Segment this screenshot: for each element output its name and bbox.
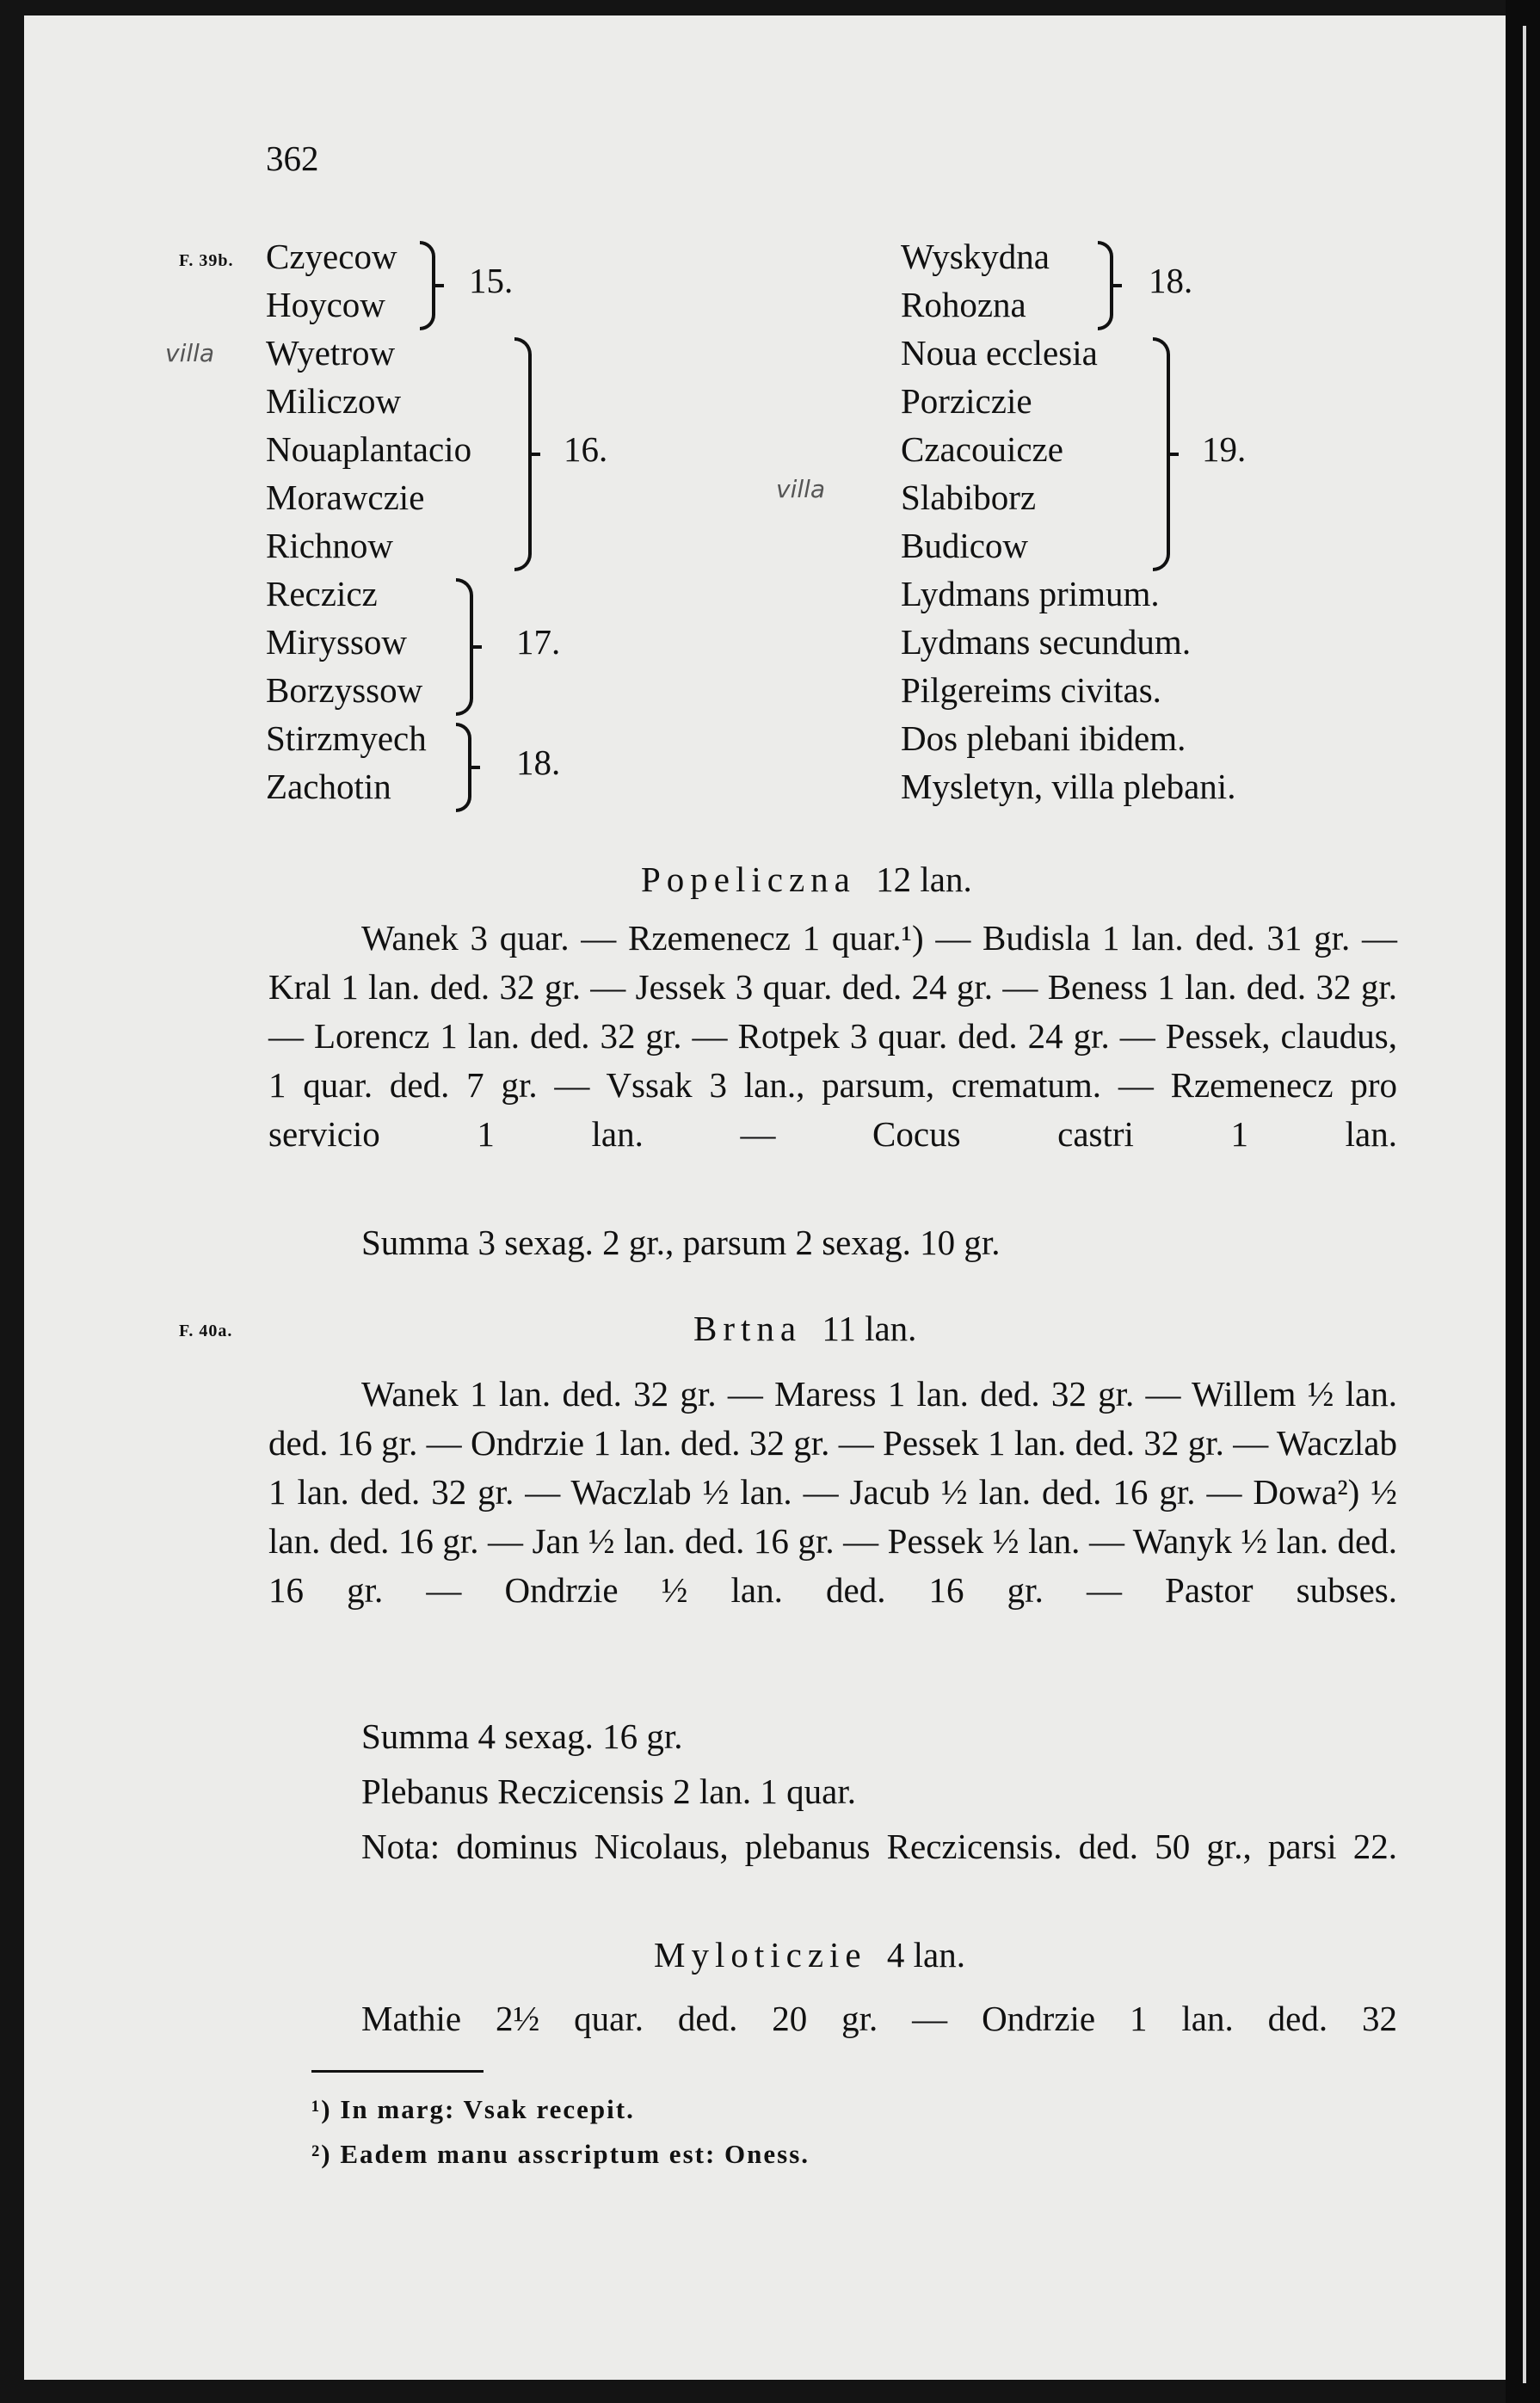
- popeliczna-summa: Summa 3 sexag. 2 gr., parsum 2 sexag. 10 gr.: [361, 1223, 1001, 1262]
- section-heading-brtna: [693, 1308, 916, 1349]
- brace-15: [420, 241, 435, 330]
- right-place-slabiborz: Slabiborz: [901, 478, 1037, 517]
- heading-value: 4 lan.: [886, 1935, 965, 1975]
- page-number: 362: [266, 139, 319, 178]
- brace-16: [514, 337, 532, 571]
- left-place-morawczie: Morawczie: [266, 478, 425, 517]
- left-place-czyecow: Czyecow: [266, 237, 397, 276]
- group-label-18-right: 18.: [1149, 261, 1193, 300]
- footnote-rule: [311, 2070, 484, 2073]
- popeliczna-entries: Wanek 3 quar. — Rzemenecz 1 quar.¹) — Budisla 1 lan. ded. 31 gr. — Kral 1 lan. ded. 32 gr. — Jessek 3 quar. ded. 24 gr. — Beness 1 lan. ded. 32 gr. — Lorencz 1 lan. ded. 32 gr. — Rotpek 3 quar. ded. 24 gr. — Pessek, claudus, 1 quar. ded. 7 gr. — Vssak 3 lan., parsum, crematum. — Rzemenecz pro servicio 1 lan. — Cocus castri 1 lan.: [268, 918, 1397, 1154]
- right-place-budicow: Budicow: [901, 526, 1029, 565]
- left-place-hoycow: Hoycow: [266, 285, 385, 324]
- left-place-nouaplantacio: Nouaplantacio: [266, 429, 472, 469]
- left-place-borzyssow: Borzyssow: [266, 670, 423, 710]
- left-place-stirzmyech: Stirzmyech: [266, 718, 427, 758]
- group-label-19: 19.: [1202, 429, 1247, 469]
- footnote-1: ¹) In marg: Vsak recepit.: [311, 2094, 635, 2124]
- heading-value: 11 lan.: [822, 1309, 917, 1348]
- brace-18-right: [1098, 241, 1113, 330]
- right-place-lydmans-secundum: Lydmans secundum.: [901, 622, 1192, 662]
- heading-name: Popeliczna: [641, 860, 856, 899]
- brtna-summa: Summa 4 sexag. 16 gr.: [361, 1716, 683, 1756]
- left-place-miliczow: Miliczow: [266, 381, 402, 421]
- brtna-plebanus: Plebanus Reczicensis 2 lan. 1 quar.: [361, 1771, 857, 1811]
- left-place-zachotin: Zachotin: [266, 767, 391, 806]
- myloticzie-entries: Mathie 2½ quar. ded. 20 gr. — Ondrzie 1 lan. ded. 32: [361, 1999, 1397, 2038]
- handwritten-villa-left: villa: [165, 339, 215, 367]
- right-place-wyskydna: Wyskydna: [901, 237, 1050, 276]
- right-place-rohozna: Rohozna: [901, 285, 1026, 324]
- margin-ref-40a: F. 40a.: [179, 1322, 233, 1340]
- group-label-15: 15.: [469, 261, 514, 300]
- right-place-noua-ecclesia: Noua ecclesia: [901, 333, 1098, 373]
- group-label-16: 16.: [564, 429, 608, 469]
- right-place-dos-plebani: Dos plebani ibidem.: [901, 718, 1186, 758]
- group-label-18-left: 18.: [516, 742, 561, 782]
- section-heading-popeliczna: [641, 859, 972, 900]
- left-place-wyetrow: Wyetrow: [266, 333, 396, 373]
- heading-name: Myloticzie: [654, 1935, 867, 1975]
- brace-17: [456, 578, 473, 716]
- section-heading-myloticzie: [654, 1934, 965, 1975]
- right-place-czacouicze: Czacouicze: [901, 429, 1063, 469]
- handwritten-villa-right: villa: [776, 475, 826, 503]
- left-place-miryssow: Miryssow: [266, 622, 408, 662]
- right-place-mysletyn: Mysletyn, villa plebani.: [901, 767, 1236, 806]
- heading-value: 12 lan.: [876, 860, 972, 899]
- right-place-lydmans-primum: Lydmans primum.: [901, 574, 1160, 613]
- left-place-reczicz: Reczicz: [266, 574, 378, 613]
- footnote-2: ²) Eadem manu asscriptum est: Oness.: [311, 2139, 810, 2169]
- right-place-pilgereims: Pilgereims civitas.: [901, 670, 1161, 710]
- right-place-porziczie: Porziczie: [901, 381, 1032, 421]
- brace-19: [1153, 337, 1170, 571]
- scan-edge-line: [1523, 26, 1526, 2383]
- brace-18-left: [456, 723, 471, 812]
- heading-name: Brtna: [693, 1309, 803, 1348]
- left-place-richnow: Richnow: [266, 526, 394, 565]
- group-label-17: 17.: [516, 622, 561, 662]
- brtna-entries: Wanek 1 lan. ded. 32 gr. — Maress 1 lan. ded. 32 gr. — Willem ½ lan. ded. 16 gr. — Ondrzie 1 lan. ded. 32 gr. — Pessek 1 lan. ded. 32 gr. — Waczlab 1 lan. ded. 32 gr. — Waczlab ½ lan. — Jacub ½ lan. ded. 16 gr. — Dowa²) ½ lan. ded. 16 gr. — Jan ½ lan. ded. 16 gr. — Pessek ½ lan. — Wanyk ½ lan. ded. 16 gr. — Ondrzie ½ lan. ded. 16 gr. — Pastor subses.: [268, 1374, 1397, 1610]
- margin-ref-39b: F. 39b.: [179, 251, 234, 270]
- brtna-nota: Nota: dominus Nicolaus, plebanus Reczicensis. ded. 50 gr., parsi 22.: [361, 1827, 1397, 1866]
